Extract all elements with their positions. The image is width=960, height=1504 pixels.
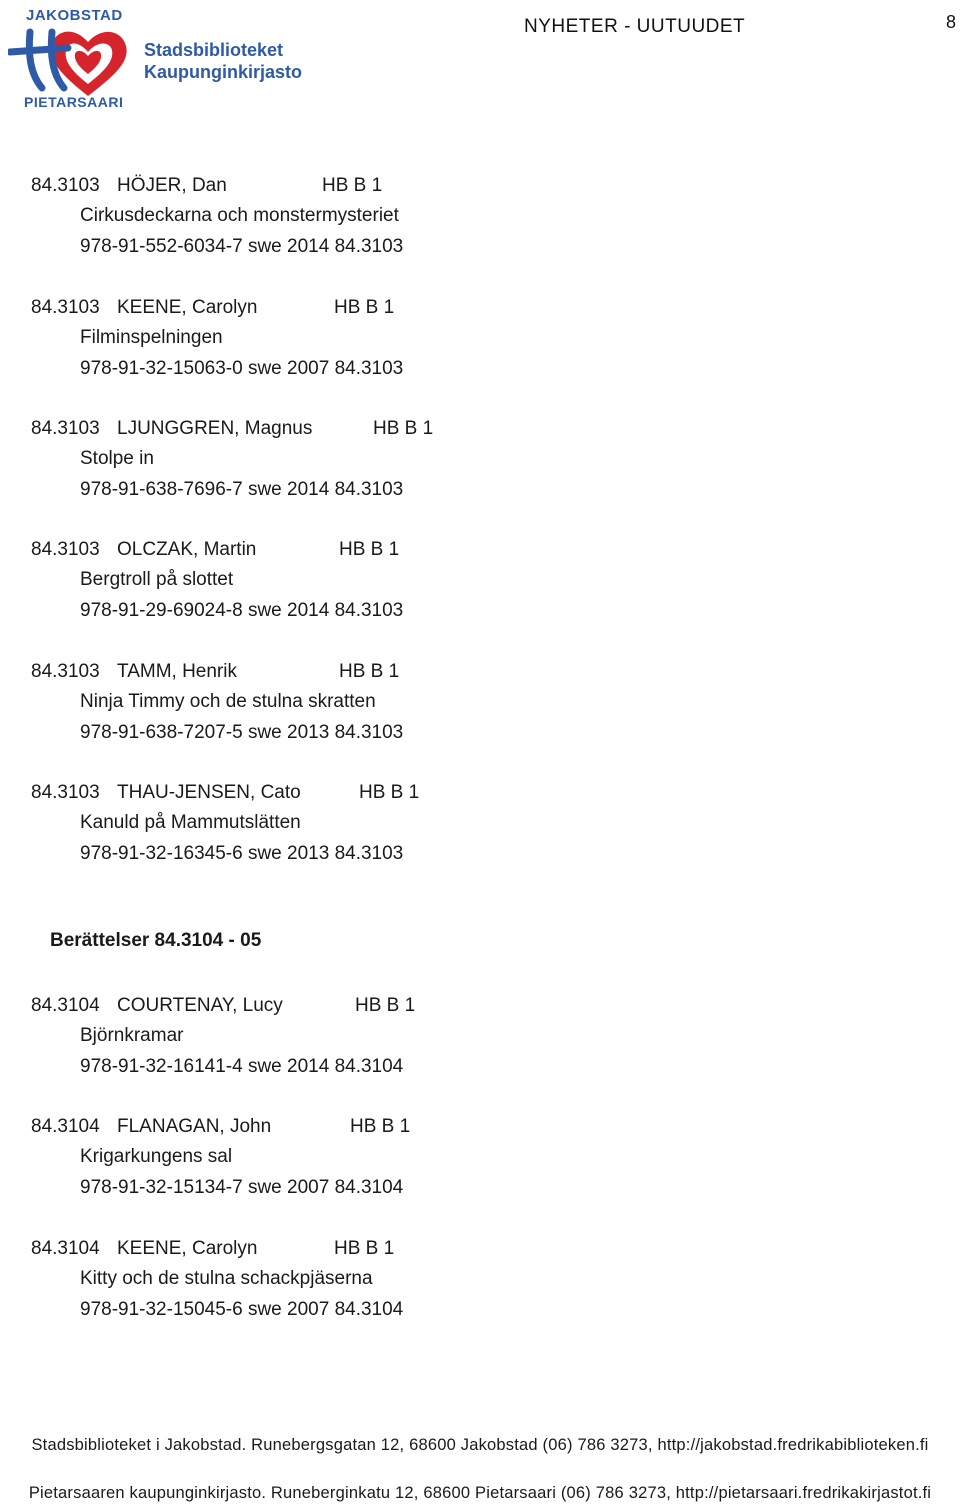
- book-title: Kanuld på Mammutslätten: [80, 812, 301, 834]
- author: OLCZAK, Martin: [117, 539, 257, 560]
- shelf-code: HB B 1: [334, 297, 395, 318]
- class-code: 84.3104: [31, 1116, 100, 1137]
- library-logo: [8, 4, 318, 114]
- book-details: 978-91-552-6034-7 swe 2014 84.3103: [80, 235, 404, 257]
- logo-name-line1: Stadsbiblioteket: [144, 40, 284, 60]
- list-item: [31, 1234, 403, 1325]
- class-code: 84.3103: [31, 297, 100, 318]
- author: THAU-JENSEN, Cato: [117, 782, 301, 803]
- class-code: 84.3103: [31, 539, 100, 560]
- book-title: Ninja Timmy och de stulna skratten: [80, 691, 376, 713]
- book-details: 978-91-638-7696-7 swe 2014 84.3103: [80, 478, 404, 500]
- class-code: 84.3104: [31, 1238, 100, 1259]
- shelf-code: HB B 1: [373, 418, 434, 439]
- shelf-code: HB B 1: [322, 175, 383, 196]
- book-title: Cirkusdeckarna och monstermysteriet: [80, 205, 399, 227]
- author: TAMM, Henrik: [117, 661, 237, 682]
- logo-top-text: JAKOBSTAD: [26, 7, 123, 24]
- author: HÖJER, Dan: [117, 175, 227, 196]
- author: COURTENAY, Lucy: [117, 995, 283, 1016]
- book-details: 978-91-32-16141-4 swe 2014 84.3104: [80, 1055, 404, 1077]
- book-title: Björnkramar: [80, 1025, 184, 1047]
- author: KEENE, Carolyn: [117, 1238, 258, 1259]
- list-item: [31, 778, 420, 869]
- list-item: [31, 171, 403, 262]
- book-details: 978-91-29-69024-8 swe 2014 84.3103: [80, 599, 404, 621]
- book-title: Bergtroll på slottet: [80, 569, 234, 591]
- list-item: [31, 1112, 411, 1203]
- shelf-code: HB B 1: [334, 1238, 395, 1259]
- shelf-code: HB B 1: [355, 995, 416, 1016]
- list-item: [31, 414, 434, 505]
- book-title: Krigarkungens sal: [80, 1146, 233, 1168]
- shelf-code: HB B 1: [339, 661, 400, 682]
- list-item: [31, 535, 403, 626]
- class-code: 84.3103: [31, 175, 100, 196]
- class-code: 84.3104: [31, 995, 100, 1016]
- book-details: 978-91-638-7207-5 swe 2013 84.3103: [80, 721, 404, 743]
- shelf-code: HB B 1: [339, 539, 400, 560]
- author: LJUNGGREN, Magnus: [117, 418, 313, 439]
- class-code: 84.3103: [31, 782, 100, 803]
- section-heading: Berättelser 84.3104 - 05: [50, 930, 262, 951]
- logo-bottom-text: PIETARSAARI: [24, 94, 124, 110]
- book-details: 978-91-32-15045-6 swe 2007 84.3104: [80, 1298, 404, 1320]
- list-item: [31, 293, 403, 384]
- footer-address-swedish: Stadsbiblioteket i Jakobstad. Runebergsgatan 12, 68600 Jakobstad (06) 786 3273, http://jakobstad.fredrikabiblioteken.fi: [31, 1436, 929, 1454]
- book-title: Filminspelningen: [80, 327, 223, 349]
- logo-name-line2: Kaupunginkirjasto: [144, 62, 303, 82]
- book-details: 978-91-32-15134-7 swe 2007 84.3104: [80, 1176, 404, 1198]
- author: KEENE, Carolyn: [117, 297, 258, 318]
- footer-address-finnish: Pietarsaaren kaupunginkirjasto. Runeberginkatu 12, 68600 Pietarsaari (06) 786 3273, http://pietarsaari.fredrikakirjastot.fi: [28, 1484, 932, 1502]
- shelf-code: HB B 1: [350, 1116, 411, 1137]
- page-number: 8: [946, 12, 957, 32]
- list-item: [31, 657, 403, 748]
- class-code: 84.3103: [31, 418, 100, 439]
- book-details: 978-91-32-15063-0 swe 2007 84.3103: [80, 357, 404, 379]
- book-title: Stolpe in: [80, 448, 154, 470]
- book-title: Kitty och de stulna schackpjäserna: [80, 1268, 373, 1290]
- list-item: [31, 991, 416, 1082]
- header-title: NYHETER - UUTUUDET: [524, 16, 746, 37]
- book-details: 978-91-32-16345-6 swe 2013 84.3103: [80, 842, 404, 864]
- author: FLANAGAN, John: [117, 1116, 272, 1137]
- shelf-code: HB B 1: [359, 782, 420, 803]
- class-code: 84.3103: [31, 661, 100, 682]
